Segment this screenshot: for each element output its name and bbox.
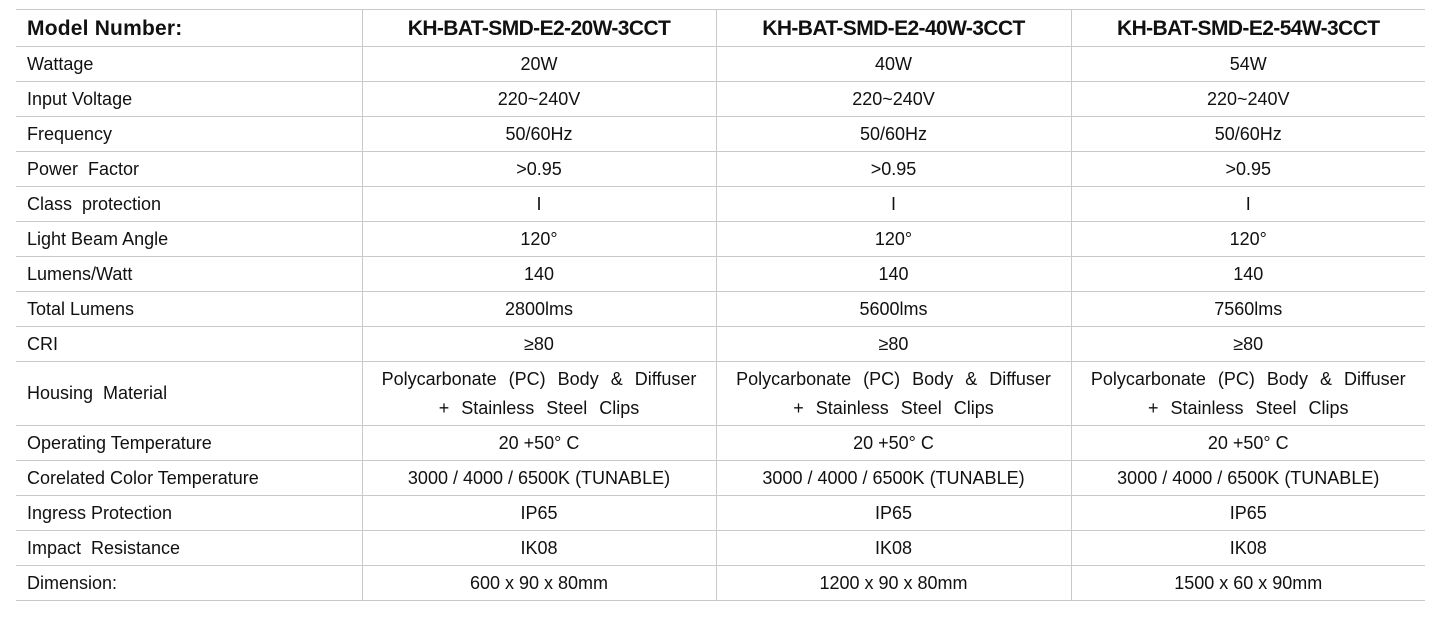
spec-table xyxy=(16,9,1425,601)
table-cell: 40W xyxy=(716,47,1071,82)
table-cell: 600 x 90 x 80mm xyxy=(362,566,716,601)
table-cell: >0.95 xyxy=(1071,152,1425,187)
table-cell: 20 +50° C xyxy=(716,426,1071,461)
table-cell: I xyxy=(362,187,716,222)
table-cell: 20 +50° C xyxy=(1071,426,1425,461)
table-cell: 50/60Hz xyxy=(362,117,716,152)
row-label: Wattage xyxy=(16,47,362,82)
table-row-lumens-per-watt xyxy=(16,257,1425,292)
row-label: Input Voltage xyxy=(16,82,362,117)
table-cell: 1200 x 90 x 80mm xyxy=(716,566,1071,601)
table-cell: 20W xyxy=(362,47,716,82)
model-54w-header: KH-BAT-SMD-E2-54W-3CCT xyxy=(1071,10,1425,47)
table-row-ingress-protection xyxy=(16,496,1425,531)
row-label: Operating Temperature xyxy=(16,426,362,461)
header-row xyxy=(16,10,1425,47)
model-number-label: Model Number: xyxy=(16,10,362,47)
table-cell: I xyxy=(716,187,1071,222)
model-40w-header: KH-BAT-SMD-E2-40W-3CCT xyxy=(716,10,1071,47)
table-cell: 1500 x 60 x 90mm xyxy=(1071,566,1425,601)
table-cell: Polycarbonate (PC) Body & Diffuser + Stainless Steel Clips xyxy=(716,362,1071,426)
table-cell: >0.95 xyxy=(362,152,716,187)
table-cell: IK08 xyxy=(1071,531,1425,566)
table-cell: 3000 / 4000 / 6500K (TUNABLE) xyxy=(362,461,716,496)
table-row-cri xyxy=(16,327,1425,362)
table-cell: Polycarbonate (PC) Body & Diffuser + Stainless Steel Clips xyxy=(1071,362,1425,426)
table-cell: 7560lms xyxy=(1071,292,1425,327)
table-cell: I xyxy=(1071,187,1425,222)
table-cell: IK08 xyxy=(716,531,1071,566)
row-label: Light Beam Angle xyxy=(16,222,362,257)
table-cell: ≥80 xyxy=(362,327,716,362)
table-cell: 50/60Hz xyxy=(1071,117,1425,152)
row-label: Impact Resistance xyxy=(16,531,362,566)
table-row-total-lumens xyxy=(16,292,1425,327)
row-label: Housing Material xyxy=(16,362,362,426)
table-cell: ≥80 xyxy=(1071,327,1425,362)
spec-table-body xyxy=(16,47,1425,601)
table-cell: Polycarbonate (PC) Body & Diffuser + Stainless Steel Clips xyxy=(362,362,716,426)
row-label: Frequency xyxy=(16,117,362,152)
table-row-dimension xyxy=(16,566,1425,601)
row-label: Ingress Protection xyxy=(16,496,362,531)
table-cell: 120° xyxy=(1071,222,1425,257)
table-row-color-temperature xyxy=(16,461,1425,496)
table-cell: 20 +50° C xyxy=(362,426,716,461)
table-cell: 220~240V xyxy=(716,82,1071,117)
table-cell: ≥80 xyxy=(716,327,1071,362)
table-cell: 54W xyxy=(1071,47,1425,82)
table-row-operating-temperature xyxy=(16,426,1425,461)
table-cell: 220~240V xyxy=(1071,82,1425,117)
table-cell: 3000 / 4000 / 6500K (TUNABLE) xyxy=(1071,461,1425,496)
table-cell: IP65 xyxy=(716,496,1071,531)
table-cell: 140 xyxy=(716,257,1071,292)
row-label: Corelated Color Temperature xyxy=(16,461,362,496)
table-row-frequency xyxy=(16,117,1425,152)
table-row-impact-resistance xyxy=(16,531,1425,566)
table-cell: 5600lms xyxy=(716,292,1071,327)
table-cell: 120° xyxy=(716,222,1071,257)
table-cell: 220~240V xyxy=(362,82,716,117)
model-20w-header: KH-BAT-SMD-E2-20W-3CCT xyxy=(362,10,716,47)
table-cell: 120° xyxy=(362,222,716,257)
table-row-wattage xyxy=(16,47,1425,82)
table-cell: 140 xyxy=(362,257,716,292)
table-cell: IP65 xyxy=(1071,496,1425,531)
table-cell: 3000 / 4000 / 6500K (TUNABLE) xyxy=(716,461,1071,496)
spec-table-header xyxy=(16,10,1425,47)
table-row-class-protection xyxy=(16,187,1425,222)
row-label: CRI xyxy=(16,327,362,362)
table-cell: >0.95 xyxy=(716,152,1071,187)
table-row-housing-material xyxy=(16,362,1425,426)
row-label: Total Lumens xyxy=(16,292,362,327)
table-row-power-factor xyxy=(16,152,1425,187)
row-label: Power Factor xyxy=(16,152,362,187)
table-row-input-voltage xyxy=(16,82,1425,117)
row-label: Dimension: xyxy=(16,566,362,601)
table-cell: IK08 xyxy=(362,531,716,566)
table-cell: 50/60Hz xyxy=(716,117,1071,152)
table-row-beam-angle xyxy=(16,222,1425,257)
table-cell: IP65 xyxy=(362,496,716,531)
table-cell: 2800lms xyxy=(362,292,716,327)
table-cell: 140 xyxy=(1071,257,1425,292)
row-label: Class protection xyxy=(16,187,362,222)
row-label: Lumens/Watt xyxy=(16,257,362,292)
